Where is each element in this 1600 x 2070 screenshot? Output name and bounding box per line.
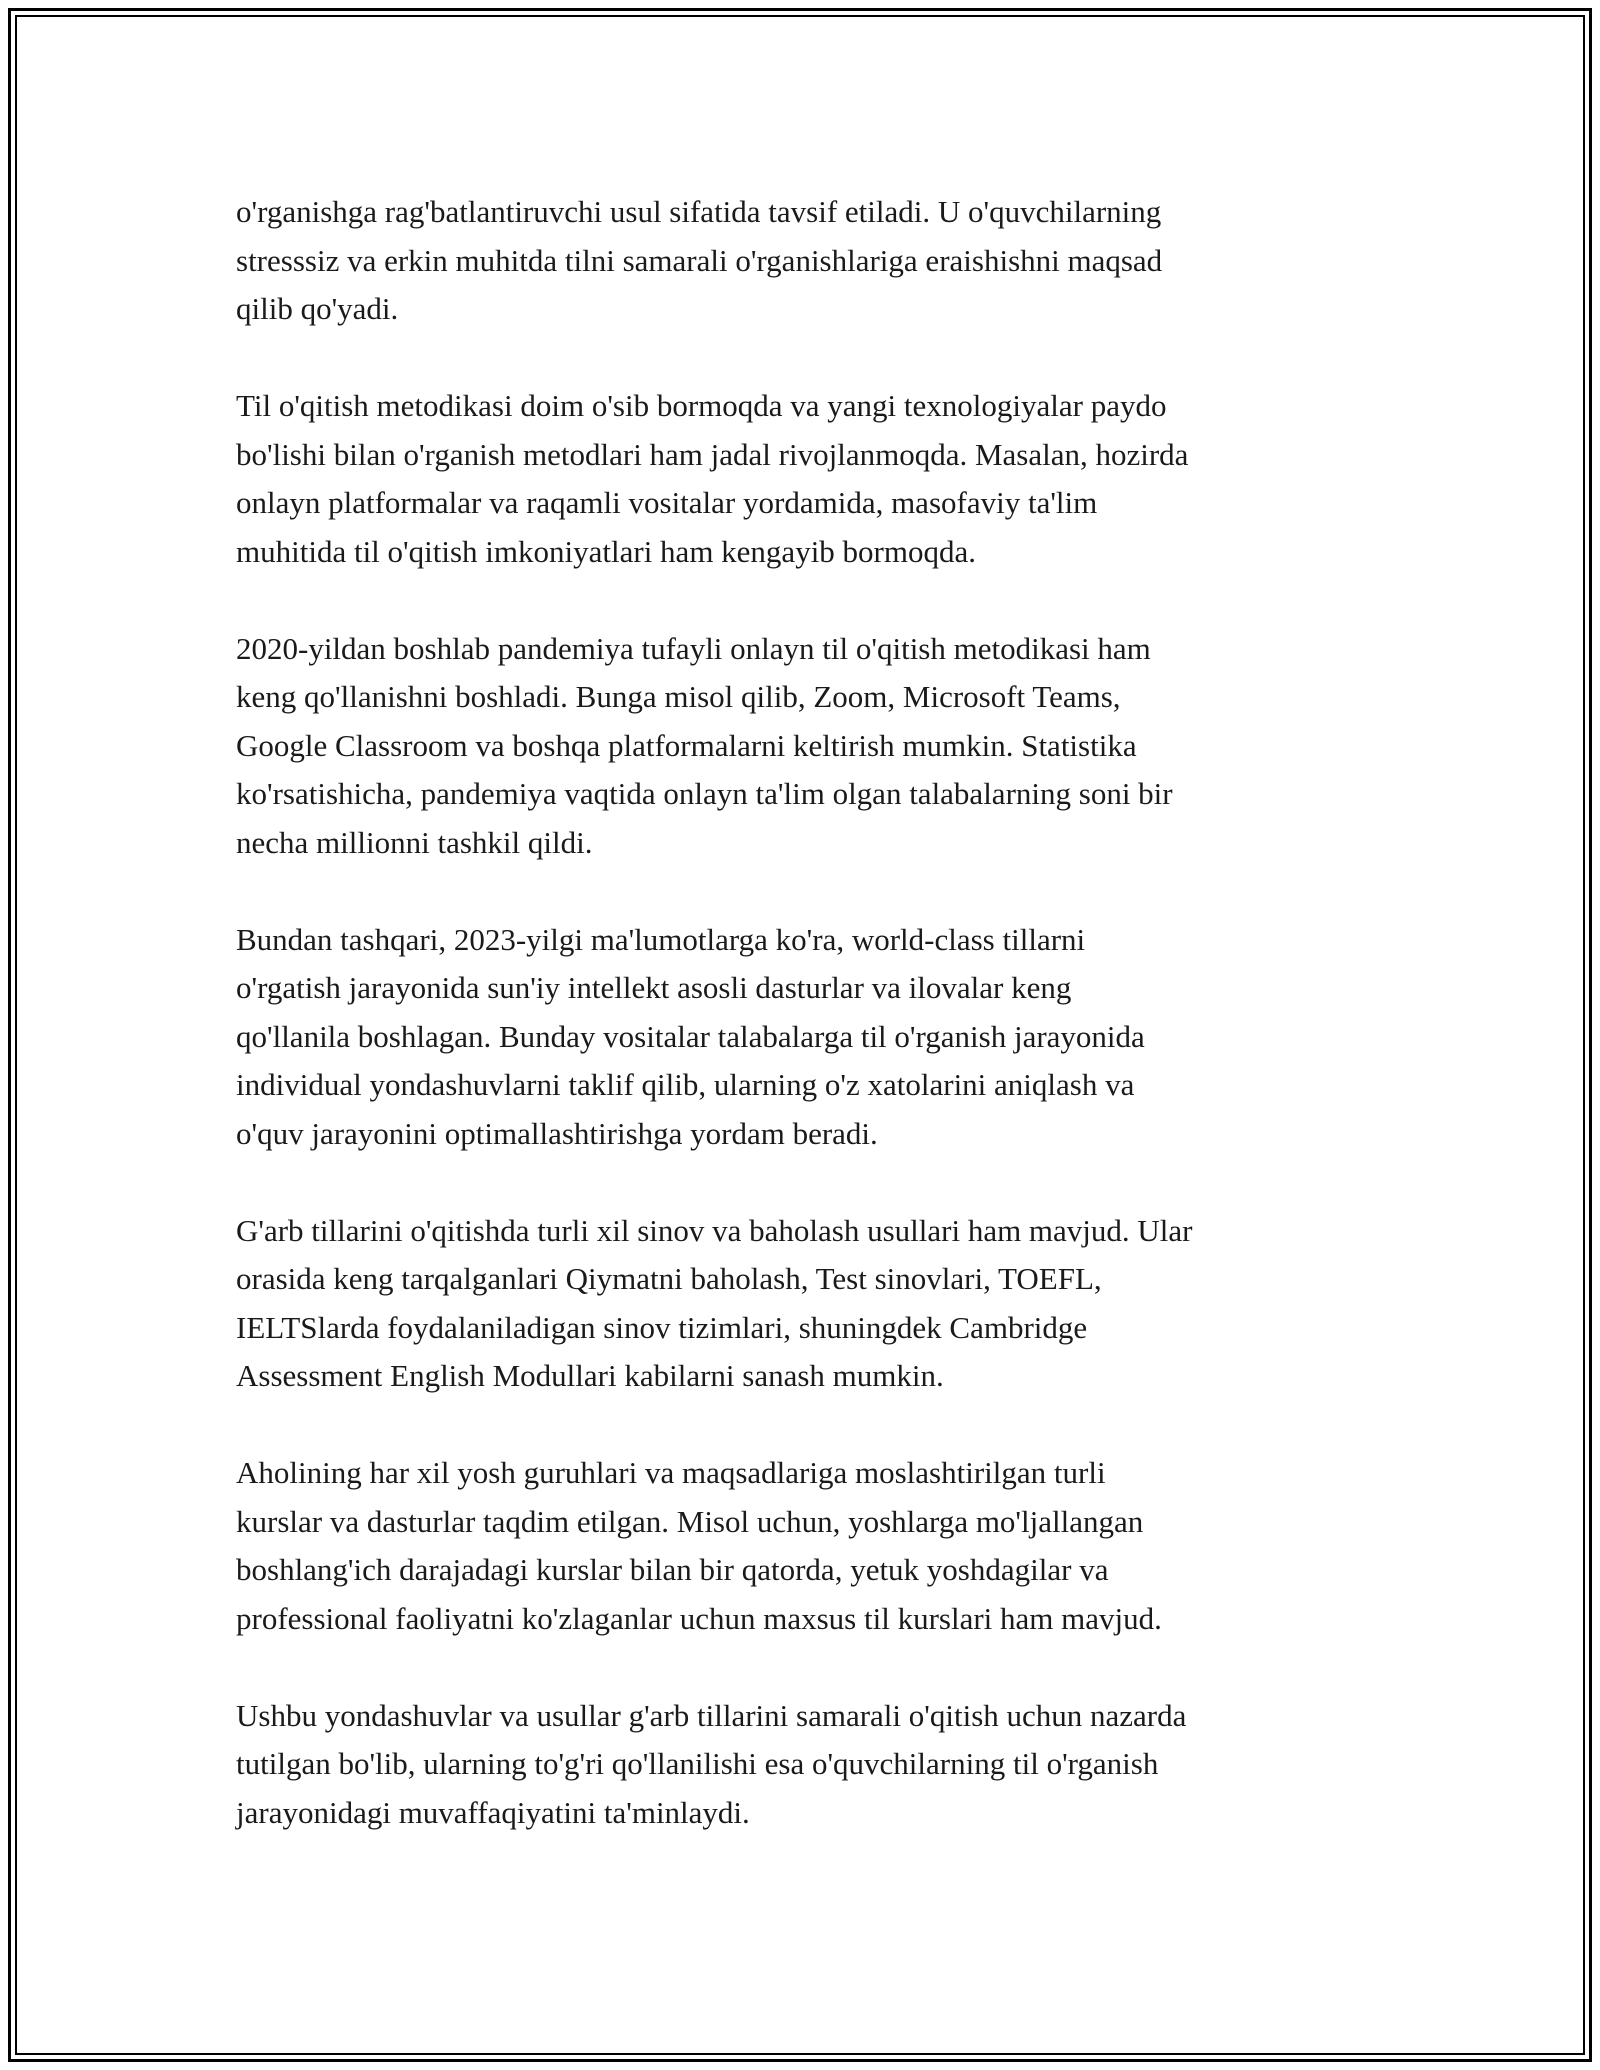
document-body [236, 188, 1386, 1886]
paragraph-1: o'rganishga rag'batlantiruvchi usul sifatida tavsif etiladi. U o'quvchilarning stresssiz va erkin muhitda tilni samarali o'rganishlariga eraishishni maqsad qilib qo'yadi. [236, 194, 1163, 326]
paragraph-6: Aholining har xil yosh guruhlari va maqsadlariga moslashtirilgan turli kurslar va dasturlar taqdim etilgan. Misol uchun, yoshlarga mo'ljallangan boshlang'ich darajadagi kurslar bilan bir qatorda, yetuk yoshdagilar va professional faoliyatni ko'zlaganlar uchun maxsus til kurslari ham mavjud. [236, 1455, 1162, 1636]
paragraph-4: Bundan tashqari, 2023-yilgi ma'lumotlarga ko'ra, world-class tillarni o'rgatish jarayonida sun'iy intellekt asosli dasturlar va ilovalar keng qo'llanila boshlagan. Bunday vositalar talabalarga til o'rganish jarayonida individual yondashuvlarni taklif qilib, ularning o'z xatolarini aniqlash va o'quv jarayonini optimallashtirishga yordam beradi. [236, 921, 1145, 1151]
paragraph-3: 2020-yildan boshlab pandemiya tufayli onlayn til o'qitish metodikasi ham keng qo'llanishni boshladi. Bunga misol qilib, Zoom, Microsoft Teams, Google Classroom va boshqa platformalarni keltirish mumkin. Statistika ko'rsatishicha, pandemiya vaqtida onlayn ta'lim olgan talabalarning soni bir necha millionni tashkil qildi. [236, 630, 1173, 860]
paragraph-5: G'arb tillarini o'qitishda turli xil sinov va baholash usullari ham mavjud. Ular orasida keng tarqalganlari Qiymatni baholash, Test sinovlari, TOEFL, IELTSlarda foydalaniladigan sinov tizimlari, shuningdek Cambridge Assessment English Modullari kabilarni sanash mumkin. [236, 1212, 1193, 1393]
paragraph-2: Til o'qitish metodikasi doim o'sib bormoqda va yangi texnologiyalar paydo bo'lishi bilan o'rganish metodlari ham jadal rivojlanmoqda. Masalan, hozirda onlayn platformalar va raqamli vositalar yordamida, masofaviy ta'lim muhitida til o'qitish imkoniyatlari ham kengayib bormoqda. [236, 388, 1189, 569]
paragraph-7: Ushbu yondashuvlar va usullar g'arb tillarini samarali o'qitish uchun nazarda tutilgan bo'lib, ularning to'g'ri qo'llanilishi esa o'quvchilarning til o'rganish jarayonidagi muvaffaqiyatini ta'minlaydi. [236, 1697, 1187, 1830]
